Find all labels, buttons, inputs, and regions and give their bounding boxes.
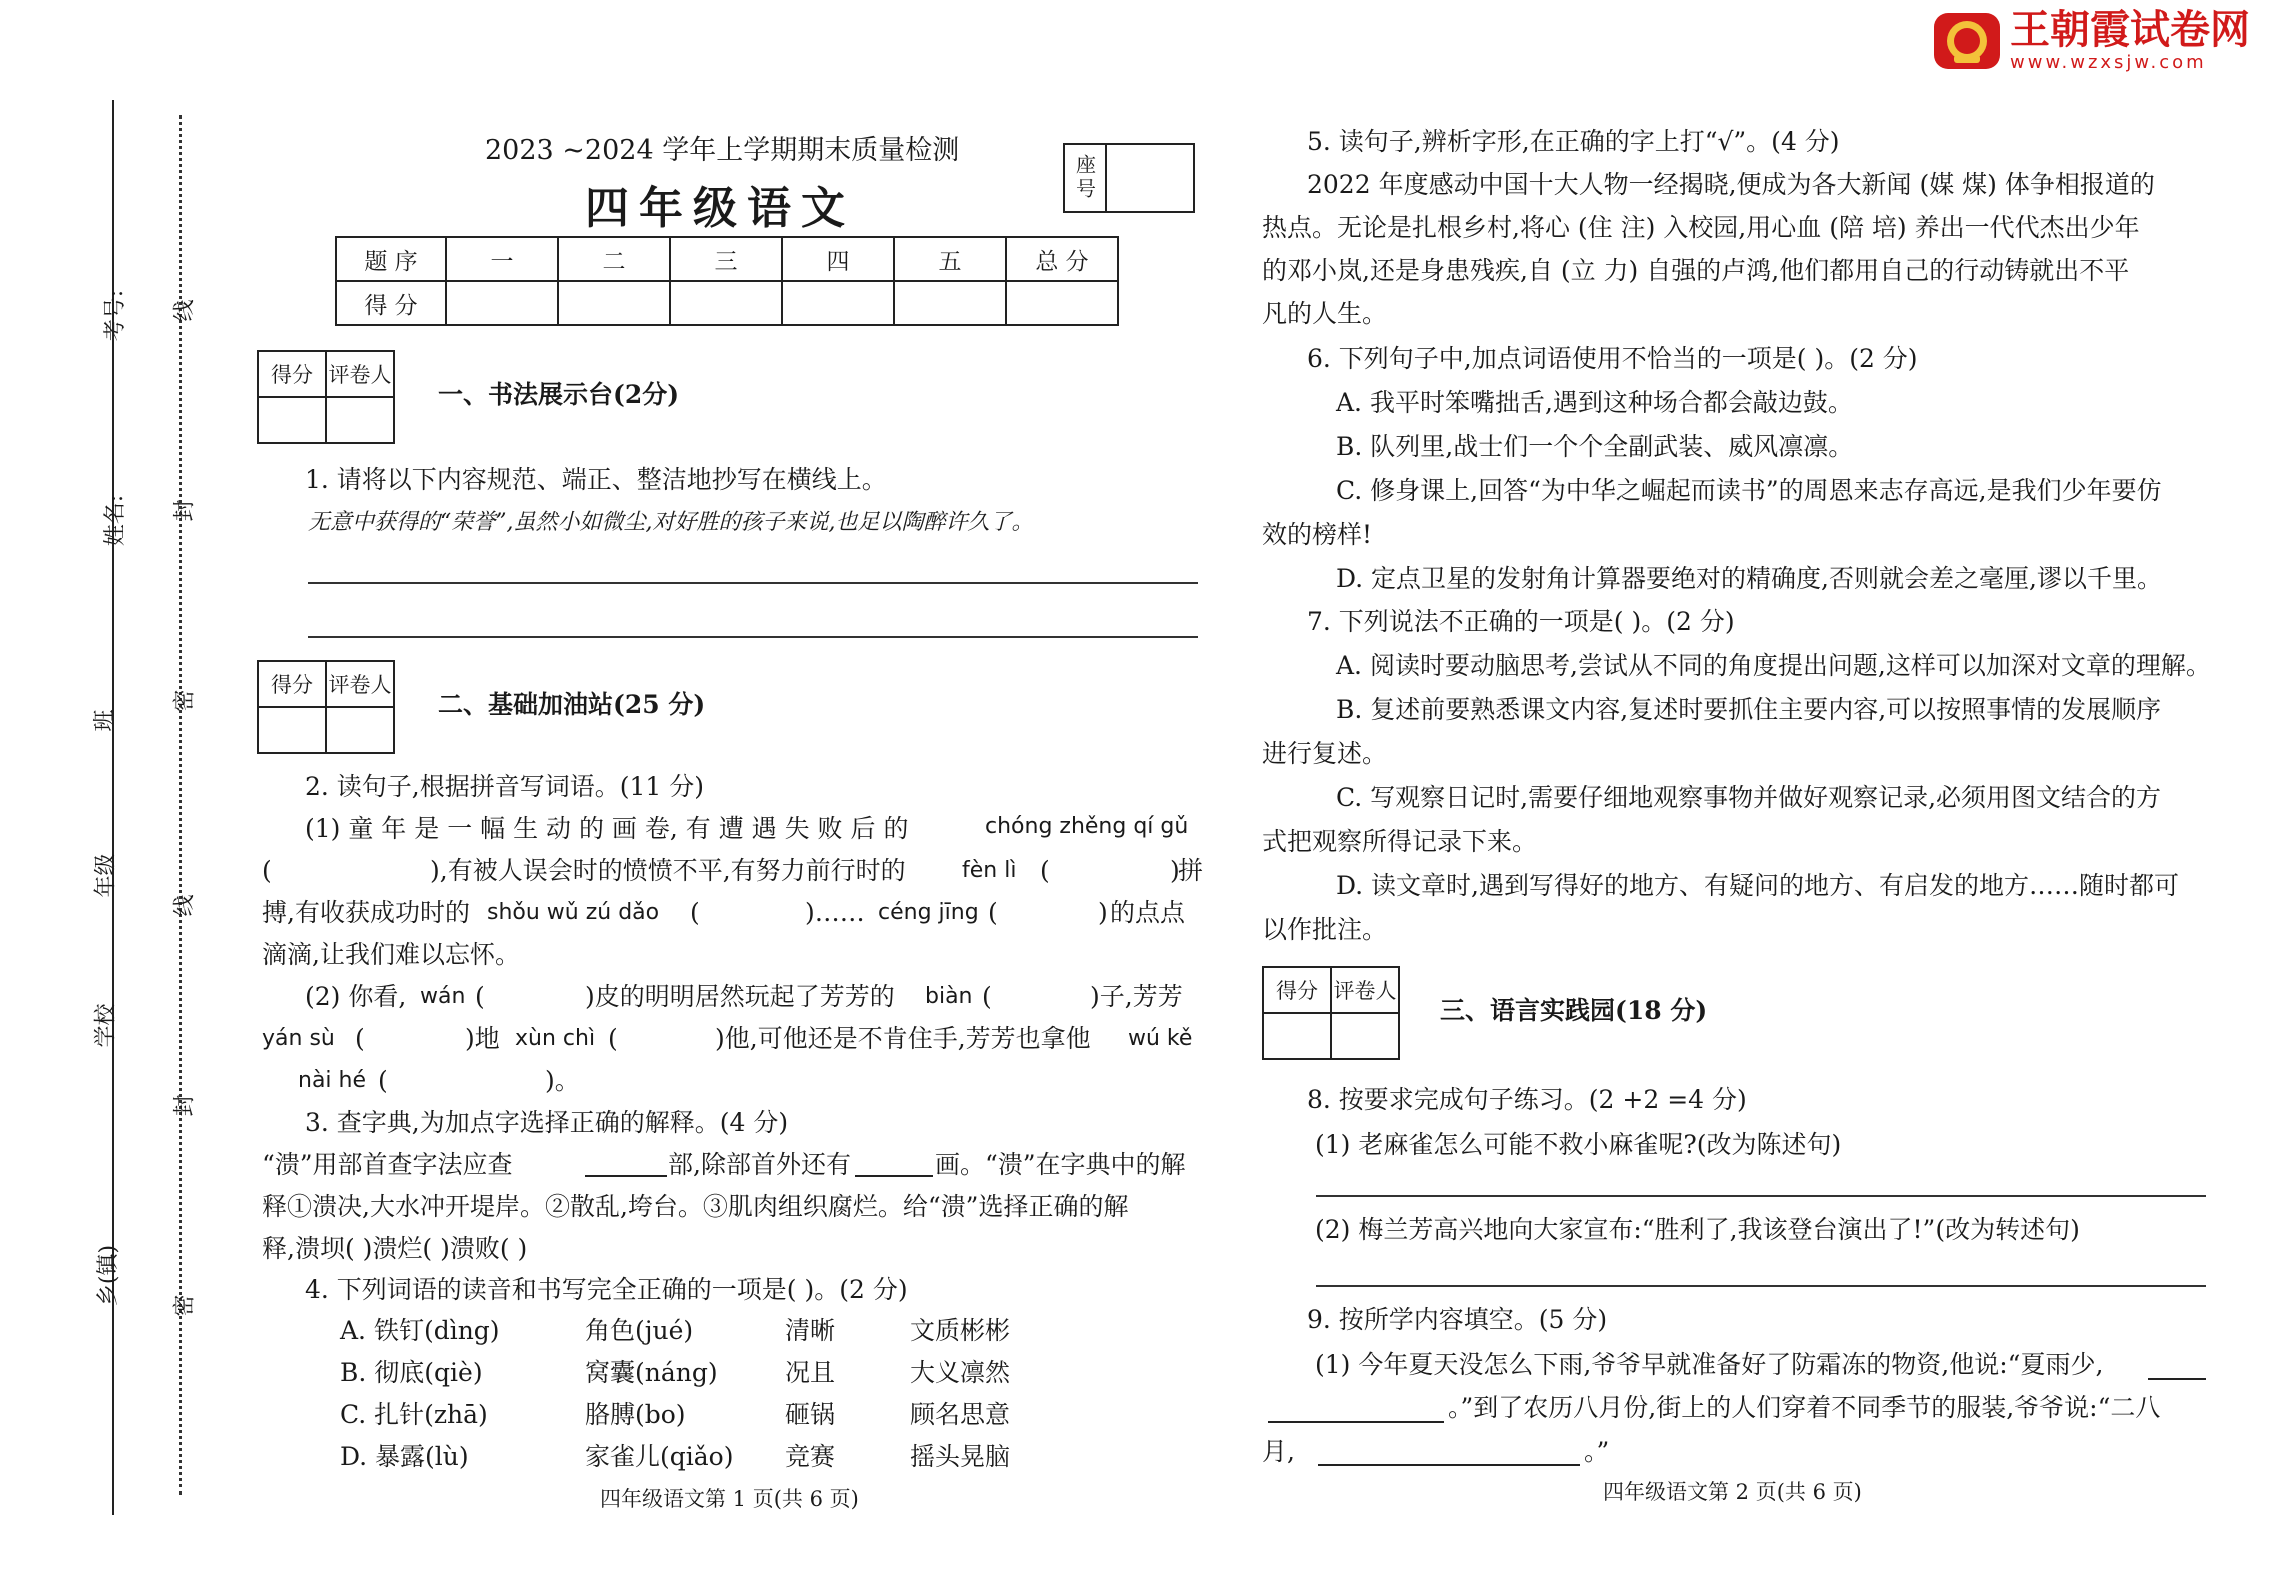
fill-blank[interactable]	[1318, 1464, 1580, 1466]
q3-line-2: 释①溃决,大水冲开堤岸。②散乱,垮台。③肌肉组织腐烂。给“溃”选择正确的解	[262, 1192, 1129, 1221]
score-table-header: 四	[782, 237, 894, 281]
grader-reviewer-label: 评卷人	[326, 661, 394, 707]
question-2: 2. 读句子,根据拼音写词语。(11 分)	[305, 772, 705, 801]
q4-word: 竞赛	[785, 1442, 836, 1471]
radical-blank[interactable]	[585, 1175, 667, 1177]
question-9: 9. 按所学内容填空。(5 分)	[1307, 1305, 1608, 1334]
question-5: 5. 读句子,辨析字形,在正确的字上打“√”。(4 分)	[1307, 127, 1840, 156]
q7-option-d[interactable]: D. 读文章时,遇到写得好的地方、有疑问的地方、有启发的地方……随时都可	[1336, 871, 2179, 900]
q7-option-d-cont: 以作批注。	[1262, 915, 1388, 944]
score-cell[interactable]	[558, 281, 670, 325]
question-4: 4. 下列词语的读音和书写完全正确的一项是( )。(2 分)	[305, 1275, 908, 1304]
q7-option-b[interactable]: B. 复述前要熟悉课文内容,复述时要抓住主要内容,可以按照事情的发展顺序	[1336, 695, 2162, 724]
paren: (	[262, 856, 272, 885]
section-3-title: 三、语言实践园(18 分)	[1440, 996, 1708, 1025]
q8-part-1: (1) 老麻雀怎么可能不救小麻雀呢?(改为陈述句)	[1315, 1130, 1842, 1159]
binding-label-grade: 年级	[93, 853, 119, 898]
score-cell[interactable]	[782, 281, 894, 325]
q4-word: 文质彬彬	[910, 1316, 1011, 1345]
q5-line-4: 凡的人生。	[1262, 299, 1388, 328]
grader-score-cell[interactable]	[258, 397, 326, 443]
grader-score-label: 得分	[1263, 967, 1331, 1013]
fill-blank[interactable]	[2148, 1378, 2206, 1380]
q9-part-1-cont: 。”到了农历八月份,街上的人们穿着不同季节的服装,爷爷说:“二八	[1448, 1393, 2161, 1422]
pinyin: biàn	[925, 984, 973, 1009]
brand-logo	[1932, 8, 2250, 73]
grader-reviewer-cell[interactable]	[1331, 1013, 1399, 1059]
q2-part-2b-end: )他,可他还是不肯住手,芳芳也拿他	[715, 1024, 1091, 1053]
brand-name: 王朝霞试卷网	[2010, 7, 2250, 53]
seal-mark: 封	[172, 1094, 198, 1117]
seal-mark: 封	[172, 499, 198, 522]
grader-reviewer-cell[interactable]	[326, 397, 394, 443]
q6-option-d[interactable]: D. 定点卫星的发射角计算器要绝对的精确度,否则就会差之毫厘,谬以千里。	[1336, 564, 2162, 593]
binding-label-school: 学校	[93, 1003, 119, 1048]
score-table-header: 三	[670, 237, 782, 281]
q8-part-2: (2) 梅兰芳高兴地向大家宣布:“胜利了,我该登台演出了!”(改为转述句)	[1315, 1215, 2080, 1244]
q3-line-1-end: 画。“溃”在字典中的解	[935, 1150, 1186, 1179]
question-8: 8. 按要求完成句子练习。(2 +2 =4 分)	[1307, 1085, 1747, 1114]
q4-option-a[interactable]: A. 铁钉(dìng)	[340, 1316, 500, 1345]
q4-option-d[interactable]: D. 暴露(lù)	[340, 1442, 469, 1471]
question-1-copy-text: 无意中获得的“荣誉”,虽然小如微尘,对好胜的孩子来说,也足以陶醉许久了。	[308, 510, 1034, 535]
pinyin: fèn lì	[962, 858, 1017, 883]
q2-line-3: 搏,有收获成功时的	[262, 898, 470, 927]
grader-reviewer-label: 评卷人	[1331, 967, 1399, 1013]
exam-subtitle: 2023 ~2024 学年上学期期末质量检测	[485, 135, 960, 166]
question-7: 7. 下列说法不正确的一项是( )。(2 分)	[1307, 607, 1735, 636]
binding-label-exam-number: 考号:	[103, 289, 129, 342]
pinyin: shǒu wǔ zú dǎo	[487, 900, 660, 925]
q4-word: 胳膊(bo)	[585, 1400, 686, 1429]
q5-line-1[interactable]: 2022 年度感动中国十大人物一经揭晓,便成为各大新闻 (媒 煤) 体争相报道的	[1307, 170, 2155, 199]
score-table-header: 二	[558, 237, 670, 281]
grader-score-cell[interactable]	[1263, 1013, 1331, 1059]
q3-line-1-mid: 部,除部首外还有	[668, 1150, 851, 1179]
score-cell[interactable]	[894, 281, 1006, 325]
grader-reviewer-label: 评卷人	[326, 351, 394, 397]
question-1: 1. 请将以下内容规范、端正、整洁地抄写在横线上。	[305, 465, 887, 494]
question-3: 3. 查字典,为加点字选择正确的解释。(4 分)	[305, 1108, 789, 1137]
q2-part-2-mid: )皮的明明居然玩起了芳芳的	[585, 982, 895, 1011]
pinyin: yán sù	[262, 1026, 335, 1051]
q6-option-a[interactable]: A. 我平时笨嘴拙舌,遇到这种场合都会敲边鼓。	[1336, 388, 1853, 417]
q2-part-2b-mid: )地	[465, 1024, 500, 1053]
page-1-footer: 四年级语文第 1 页(共 6 页)	[600, 1487, 859, 1511]
seat-number-box	[1063, 143, 1195, 213]
grader-score-label: 得分	[258, 351, 326, 397]
q7-option-c-cont: 式把观察所得记录下来。	[1262, 827, 1538, 856]
q5-line-2[interactable]: 热点。无论是扎根乡村,将心 (住 注) 入校园,用心血 (陪 培) 养出一代代杰出少年	[1262, 213, 2140, 242]
q4-word: 清晰	[785, 1316, 836, 1345]
q9-part-1-month: 月,	[1262, 1437, 1295, 1466]
seal-mark: 线	[172, 299, 198, 322]
grader-reviewer-cell[interactable]	[326, 707, 394, 753]
seat-label: 座号	[1064, 144, 1106, 212]
binding-label-township: 乡(镇)	[96, 1244, 122, 1307]
q4-word: 家雀儿(qiǎo)	[585, 1442, 734, 1471]
pinyin: céng jīng	[878, 900, 979, 925]
q4-word: 角色(jué)	[585, 1316, 694, 1345]
q2-line-3-end: 的点点	[1110, 898, 1186, 927]
fill-blank[interactable]	[1268, 1421, 1444, 1423]
pinyin: nài hé	[298, 1068, 367, 1093]
score-table-header: 总 分	[1006, 237, 1118, 281]
q9-part-1: (1) 今年夏天没怎么下雨,爷爷早就准备好了防霜冻的物资,他说:“夏雨少,	[1315, 1350, 2104, 1379]
stroke-count-blank[interactable]	[855, 1175, 933, 1177]
grader-box	[257, 660, 395, 754]
grader-score-label: 得分	[258, 661, 326, 707]
brand-emblem-icon	[1932, 11, 2002, 71]
q3-line-1: “溃”用部首查字法应查	[262, 1150, 513, 1179]
score-table-header: 五	[894, 237, 1006, 281]
section-1-title: 一、书法展示台(2分)	[438, 380, 680, 409]
q6-option-c[interactable]: C. 修身课上,回答“为中华之崛起而读书”的周恩来志存高远,是我们少年要仿	[1336, 476, 2162, 505]
q7-option-a[interactable]: A. 阅读时要动脑思考,尝试从不同的角度提出问题,这样可以加深对文章的理解。	[1336, 651, 2211, 680]
q5-line-3[interactable]: 的邓小岚,还是身患残疾,自 (立 力) 自强的卢鸿,他们都用自己的行动铸就出不平	[1262, 256, 2130, 285]
score-cell[interactable]	[1006, 281, 1118, 325]
score-table	[335, 236, 1119, 326]
binding-label-name: 姓名:	[103, 494, 129, 547]
q2-line-1: (1) 童 年 是 一 幅 生 动 的 画 卷, 有 遭 遇 失 败 后 的	[305, 814, 909, 843]
q2-line-2-end: 拼	[1178, 856, 1204, 885]
q2-part-2: (2) 你看,	[305, 982, 407, 1011]
pinyin: chóng zhěng qí gǔ	[985, 814, 1189, 839]
q2-part-2-end: )子,芳芳	[1090, 982, 1183, 1011]
grader-box	[257, 350, 395, 444]
score-cell[interactable]	[670, 281, 782, 325]
seal-mark: 线	[172, 894, 198, 917]
pinyin: xùn chì	[515, 1026, 596, 1051]
writing-line[interactable]	[308, 636, 1198, 638]
grader-score-cell[interactable]	[258, 707, 326, 753]
section-2-title: 二、基础加油站(25 分)	[438, 690, 706, 719]
q4-word: 况且	[785, 1358, 836, 1387]
writing-line[interactable]	[308, 582, 1198, 584]
q4-word: 窝囊(náng)	[585, 1358, 718, 1387]
q2-part-2c-end: )。	[545, 1066, 580, 1095]
question-6: 6. 下列句子中,加点词语使用不恰当的一项是( )。(2 分)	[1307, 344, 1918, 373]
q7-option-c[interactable]: C. 写观察日记时,需要仔细地观察事物并做好观察记录,必须用图文结合的方	[1336, 783, 2162, 812]
q4-word: 摇头晃脑	[910, 1442, 1011, 1471]
q4-option-b[interactable]: B. 彻底(qiè)	[340, 1358, 483, 1387]
q2-line-2: ),有被人误会时的愤愤不平,有努力前行时的	[430, 856, 906, 885]
q6-option-b[interactable]: B. 队列里,战士们一个个全副武装、威风凛凛。	[1336, 432, 1854, 461]
q7-option-b-cont: 进行复述。	[1262, 739, 1388, 768]
seat-input[interactable]	[1106, 144, 1194, 212]
binding-dotted-line	[179, 115, 182, 1495]
score-cell[interactable]	[446, 281, 558, 325]
exam-title: 四年级语文	[585, 183, 855, 234]
q3-line-3: 释,溃坝( )溃烂( )溃败( )	[262, 1234, 528, 1263]
grader-box	[1262, 966, 1400, 1060]
score-table-header: 一	[446, 237, 558, 281]
answer-line[interactable]	[1316, 1285, 2206, 1287]
q4-word: 大义凛然	[910, 1358, 1011, 1387]
score-table-header: 题 序	[336, 237, 446, 281]
q9-part-1-close: 。”	[1584, 1437, 1610, 1466]
binding-label-class: 班	[92, 709, 118, 732]
q4-word: 顾名思意	[910, 1400, 1011, 1429]
q2-line-4: 滴滴,让我们难以忘怀。	[262, 940, 520, 969]
pinyin: wán	[420, 984, 466, 1009]
page-2-footer: 四年级语文第 2 页(共 6 页)	[1603, 1480, 1862, 1504]
seal-mark: 密	[172, 689, 198, 712]
answer-line[interactable]	[1316, 1195, 2206, 1197]
q4-option-c[interactable]: C. 扎针(zhā)	[340, 1400, 488, 1429]
q6-option-c-cont: 效的榜样!	[1262, 520, 1373, 549]
seal-mark: 密	[172, 1294, 198, 1317]
score-row-label: 得 分	[336, 281, 446, 325]
q4-word: 砸锅	[785, 1400, 836, 1429]
pinyin: wú kě	[1128, 1026, 1193, 1051]
brand-url: www.wzxsjw.com	[2010, 52, 2207, 73]
q2-line-3-mid: )……	[805, 898, 865, 927]
